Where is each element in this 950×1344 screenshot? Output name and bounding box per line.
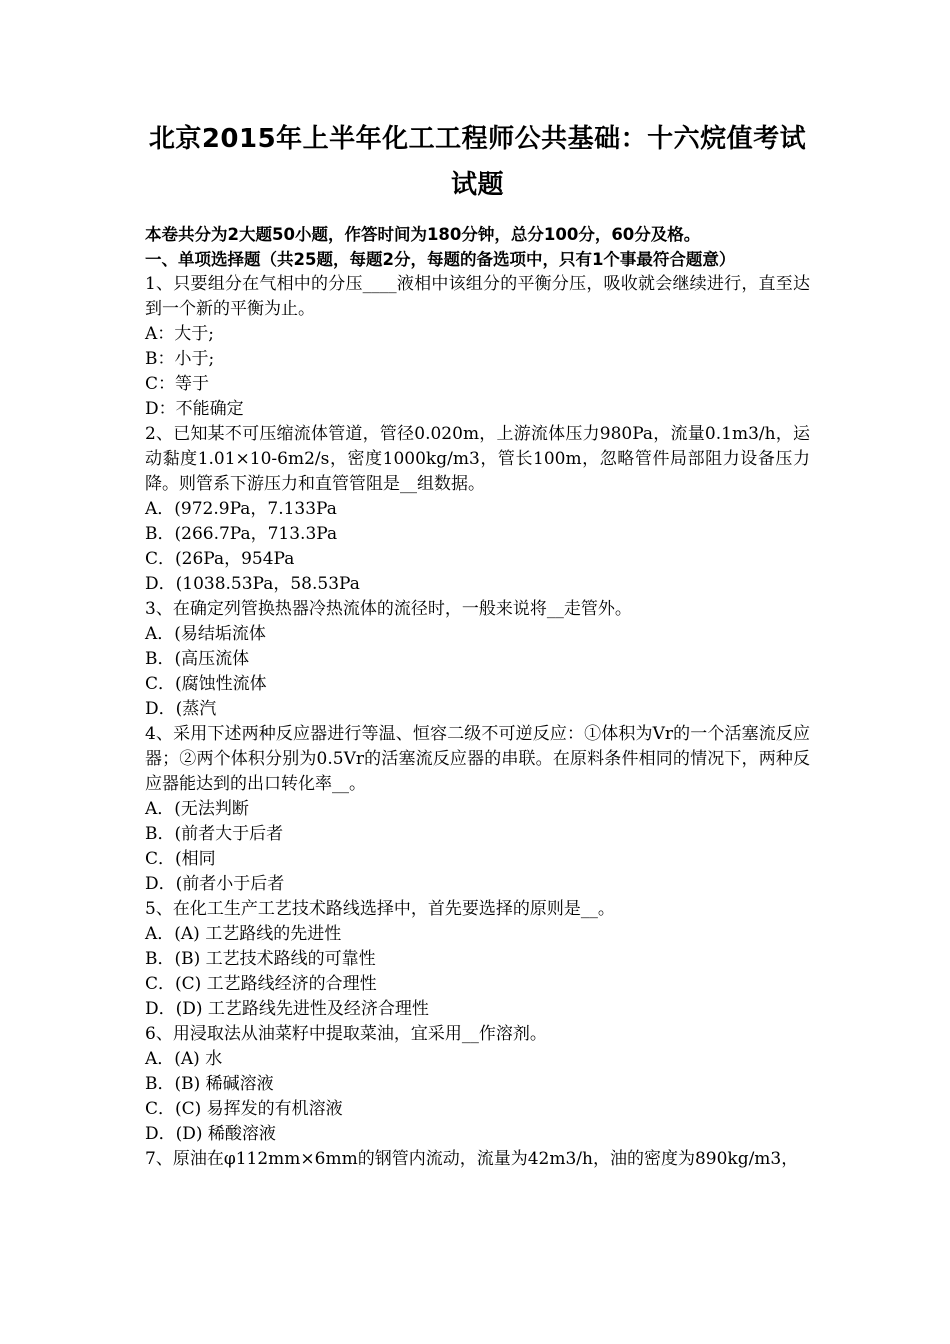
option-b: B．(高压流体: [145, 649, 250, 669]
question-4: [145, 722, 810, 897]
option-c: C．(腐蚀性流体: [145, 674, 267, 694]
question-stem: 5、在化工生产工艺技术路线选择中，首先要选择的原则是__。: [145, 899, 615, 919]
option-c: C．(相同: [145, 849, 216, 869]
option-a: A．(972.9Pa，7.133Pa: [145, 499, 337, 519]
option-d: D．(1038.53Pa，58.53Pa: [145, 574, 360, 594]
option-c: C：等于: [145, 374, 210, 394]
question-1: [145, 272, 810, 422]
option-d: D．(D) 稀酸溶液: [145, 1124, 276, 1144]
option-d: D．(D) 工艺路线先进性及经济合理性: [145, 999, 429, 1019]
section-heading: 一、单项选择题（共25题，每题2分，每题的备选项中，只有1个事最符合题意）: [145, 250, 736, 269]
question-stem: 1、只要组分在气相中的分压____液相中该组分的平衡分压，吸收就会继续进行，直至达到一个新的平衡为止。: [145, 274, 810, 319]
option-a: A：大于;: [145, 324, 215, 344]
option-d: D：不能确定: [145, 399, 244, 419]
question-7: [145, 1147, 810, 1172]
question-stem: 4、采用下述两种反应器进行等温、恒容二级不可逆反应：①体积为Vr的一个活塞流反应器；②两个体积分别为0.5Vr的活塞流反应器的串联。在原料条件相同的情况下，两种反应器能达到的出口转化率__。: [145, 724, 810, 794]
question-stem: 7、原油在φ112mm×6mm的钢管内流动，流量为42m3/h，油的密度为890kg/m3，: [145, 1149, 799, 1169]
option-a: A．(易结垢流体: [145, 624, 266, 644]
option-c: C．(C) 工艺路线经济的合理性: [145, 974, 377, 994]
document-title: 北京2015年上半年化工工程师公共基础：十六烷值考试试题: [148, 124, 807, 200]
option-a: A．(A) 工艺路线的先进性: [145, 924, 342, 944]
option-b: B．(前者大于后者: [145, 824, 284, 844]
question-stem: 3、在确定列管换热器冷热流体的流径时，一般来说将__走管外。: [145, 599, 632, 619]
option-c: C．(26Pa，954Pa: [145, 549, 295, 569]
option-b: B．(B) 工艺技术路线的可靠性: [145, 949, 376, 969]
document-page: [145, 0, 810, 1172]
question-stem: 2、已知某不可压缩流体管道，管径0.020m，上游流体压力980Pa，流量0.1m3/h，运动黏度1.01×10-6m2/s，密度1000kg/m3，管长100m，忽略管件局部阻力设备压力降。则管系下游压力和直管管阻是__组数据。: [145, 424, 810, 494]
question-stem: 6、用浸取法从油菜籽中提取菜油，宜采用__作溶剂。: [145, 1024, 547, 1044]
question-2: [145, 422, 810, 597]
exam-intro: 本卷共分为2大题50小题，作答时间为180分钟，总分100分，60分及格。: [145, 225, 701, 244]
option-c: C．(C) 易挥发的有机溶液: [145, 1099, 343, 1119]
question-5: [145, 897, 810, 1022]
option-b: B．(266.7Pa，713.3Pa: [145, 524, 338, 544]
option-d: D．(蒸汽: [145, 699, 217, 719]
option-d: D．(前者小于后者: [145, 874, 285, 894]
question-6: [145, 1022, 810, 1147]
option-b: B：小于;: [145, 349, 215, 369]
option-a: A．(无法判断: [145, 799, 249, 819]
option-b: B．(B) 稀碱溶液: [145, 1074, 274, 1094]
question-3: [145, 597, 810, 722]
option-a: A．(A) 水: [145, 1049, 223, 1069]
